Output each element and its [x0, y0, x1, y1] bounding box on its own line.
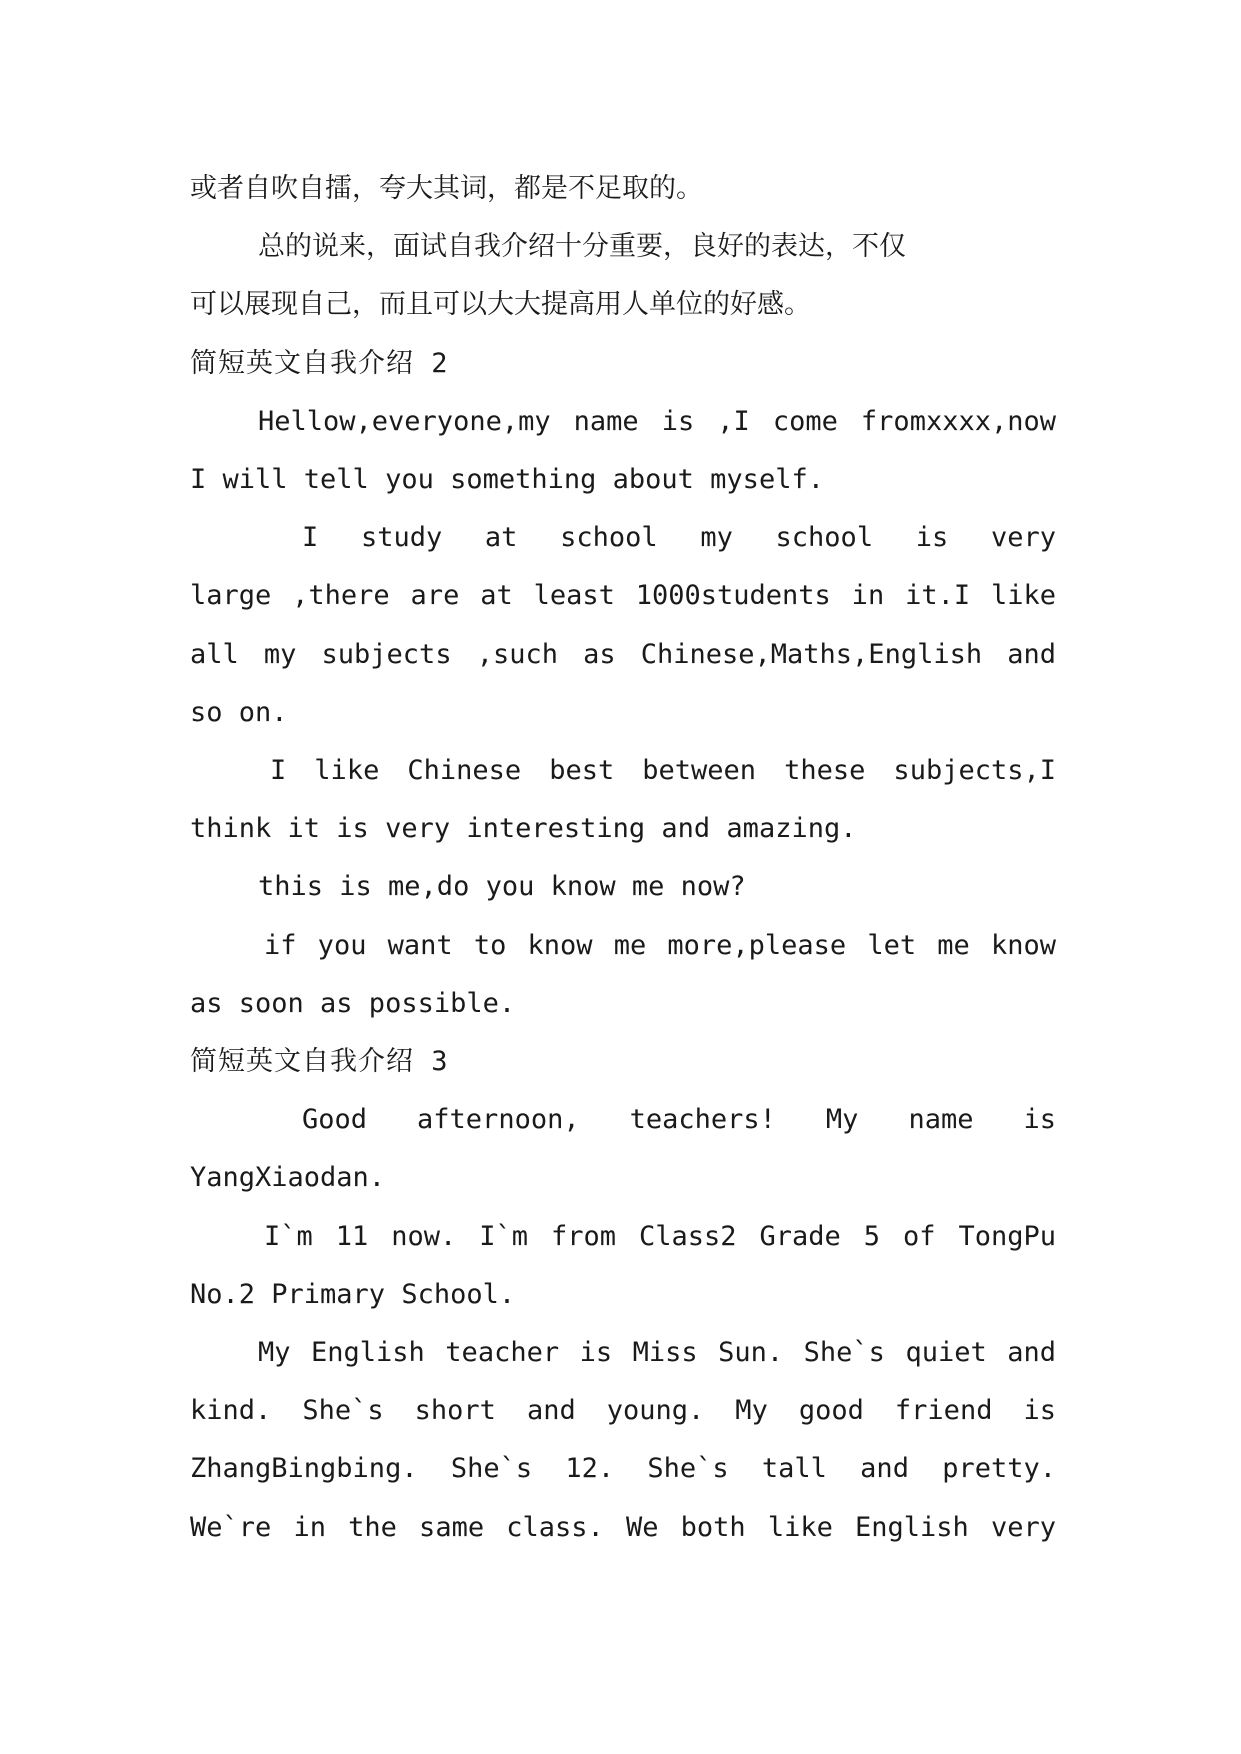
document-body — [190, 160, 1056, 1557]
text-line: 或者自吹自擂，夸大其词，都是不足取的。 — [190, 173, 703, 204]
text-line: if you want to know me more,please let me know — [264, 929, 1056, 961]
text-line: I like Chinese best between these subjects,I — [270, 755, 1056, 787]
text-line: this is me,do you know me now? — [258, 871, 746, 903]
text-line: YangXiaodan. — [190, 1162, 386, 1194]
text-line: so on. — [190, 696, 288, 728]
text-line: Hellow,everyone,my name is ,I come fromxxxx,now — [258, 405, 1056, 437]
text-line: large ,there are at least 1000students in it.I like — [190, 580, 1056, 612]
text-line: No.2 Primary School. — [190, 1278, 516, 1310]
text-line: kind. She`s short and young. My good friend is — [190, 1395, 1056, 1427]
text-line: I will tell you something about myself. — [190, 464, 824, 496]
text-line: think it is very interesting and amazing. — [190, 813, 857, 845]
text-line: ZhangBingbing. She`s 12. She`s tall and pretty. — [190, 1453, 1056, 1485]
section-heading: 简短英文自我介绍 2 — [190, 347, 449, 379]
text-line: as soon as possible. — [190, 987, 516, 1019]
text-line: I`m 11 now. I`m from Class2 Grade 5 of TongPu — [264, 1220, 1056, 1252]
text-line: Good afternoon, teachers! My name is — [302, 1104, 1056, 1136]
section-heading: 简短英文自我介绍 3 — [190, 1046, 449, 1078]
text-line: all my subjects ,such as Chinese,Maths,English and — [190, 638, 1056, 670]
text-line: I study at school my school is very — [302, 522, 1056, 554]
text-line: 总的说来，面试自我介绍十分重要，良好的表达，不仅 — [258, 231, 906, 263]
text-line: 可以展现自己，而且可以大大提高用人单位的好感。 — [190, 289, 811, 321]
text-line: My English teacher is Miss Sun. She`s quiet and — [258, 1337, 1056, 1369]
text-line: We`re in the same class. We both like English very — [190, 1511, 1056, 1543]
